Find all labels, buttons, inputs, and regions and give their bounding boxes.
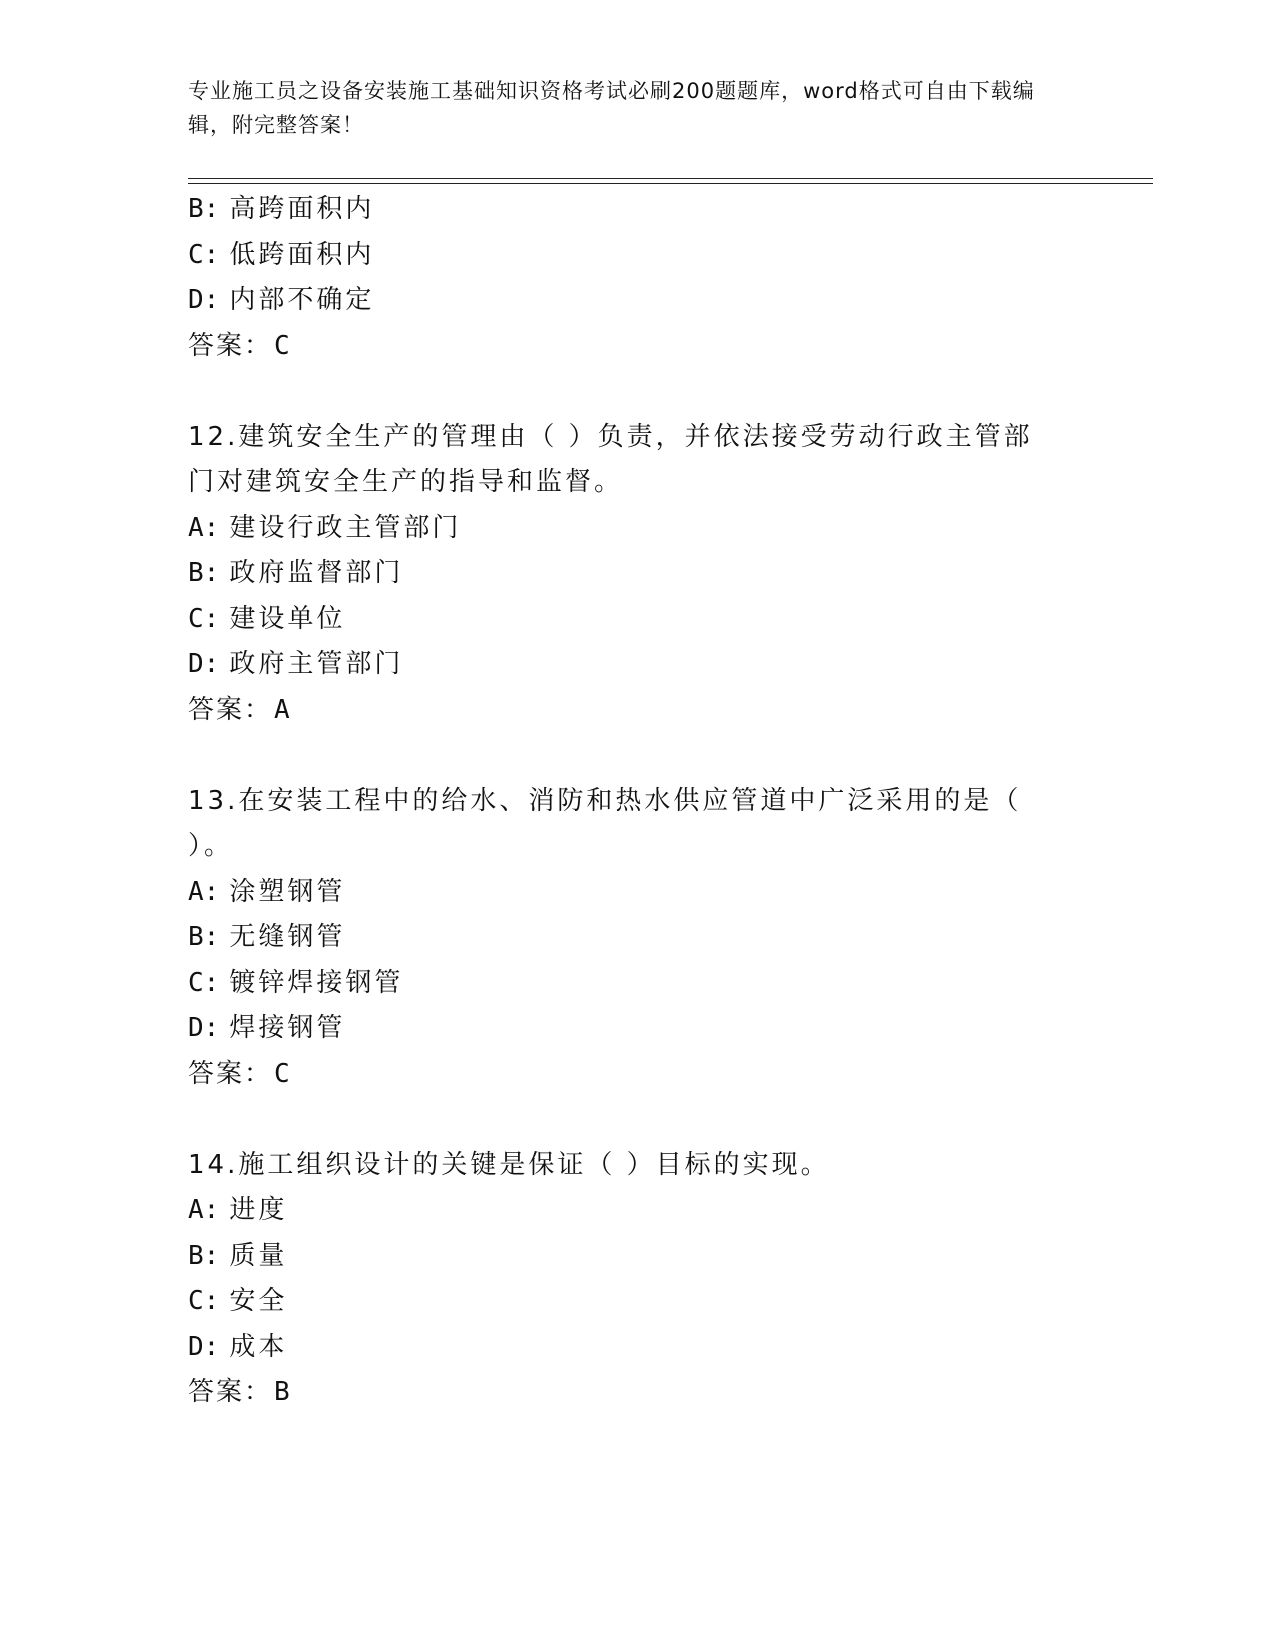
option-key: B:: [188, 1240, 220, 1271]
option-key: C:: [188, 239, 220, 270]
spacer: [188, 733, 1088, 779]
answer-line: [188, 1052, 1088, 1098]
option-text: 质量: [229, 1240, 288, 1271]
option-b: [188, 915, 1088, 961]
question-stem: 14.施工组织设计的关键是保证（ ）目标的实现。: [188, 1149, 830, 1180]
answer-value: C: [274, 1058, 292, 1089]
option-text: 涂塑钢管: [229, 876, 346, 907]
page-header: 专业施工员之设备安装施工基础知识资格考试必刷200题题库，word格式可自由下载编辑，附完整答案！: [188, 79, 1035, 137]
option-text: 内部不确定: [229, 285, 375, 315]
option-a: [188, 870, 1088, 916]
option-key: D:: [188, 1331, 220, 1362]
option-a: [188, 506, 1088, 552]
option-c: [188, 597, 1088, 643]
option-d: [188, 1325, 1088, 1371]
option-b: [188, 551, 1088, 597]
option-text: 政府监督部门: [229, 558, 404, 588]
question-13: [188, 779, 1088, 1098]
option-key: A:: [188, 512, 220, 543]
answer-label: 答案：: [188, 694, 273, 725]
option-text: 焊接钢管: [229, 1013, 346, 1043]
option-text: 建设行政主管部门: [229, 512, 462, 543]
option-text: 进度: [229, 1195, 288, 1225]
answer-value: B: [274, 1377, 292, 1407]
question-14: [188, 1143, 1088, 1416]
option-b: [188, 1234, 1088, 1280]
option-b: [188, 187, 1088, 233]
option-text: 镀锌焊接钢管: [229, 967, 404, 998]
answer-value: A: [274, 694, 292, 725]
option-key: D:: [188, 1013, 220, 1043]
option-text: 高跨面积内: [229, 194, 375, 224]
header-rule-top: [188, 178, 1153, 179]
option-text: 建设单位: [229, 603, 346, 634]
option-key: A:: [188, 876, 220, 907]
spacer: [188, 1097, 1088, 1143]
answer-label: 答案：: [188, 1377, 273, 1407]
option-key: C:: [188, 603, 220, 634]
option-a: [188, 1188, 1088, 1234]
option-key: D:: [188, 649, 220, 679]
answer-line: [188, 324, 1088, 370]
option-text: 低跨面积内: [229, 239, 375, 270]
question-fragment: [188, 187, 1088, 369]
option-text: 安全: [229, 1286, 288, 1316]
answer-line: [188, 1370, 1088, 1416]
option-key: C:: [188, 1286, 220, 1316]
option-text: 成本: [229, 1331, 288, 1362]
option-text: 政府主管部门: [229, 649, 404, 679]
spacer: [188, 369, 1088, 415]
option-d: [188, 278, 1088, 324]
option-c: [188, 1279, 1088, 1325]
answer-value: C: [274, 330, 292, 361]
option-c: [188, 961, 1088, 1007]
option-key: D:: [188, 285, 220, 315]
header-rule-bottom: [188, 183, 1153, 184]
question-list: [188, 187, 1088, 1416]
answer-label: 答案：: [188, 330, 273, 361]
option-text: 无缝钢管: [229, 922, 346, 952]
question-stem: 12.建筑安全生产的管理由（ ）负责，并依法接受劳动行政主管部门对建筑安全生产的指导和监督。: [188, 421, 1033, 497]
option-key: B:: [188, 558, 220, 588]
answer-label: 答案：: [188, 1058, 273, 1089]
option-d: [188, 1006, 1088, 1052]
option-d: [188, 642, 1088, 688]
option-key: B:: [188, 194, 220, 224]
option-key: A:: [188, 1195, 220, 1225]
option-c: [188, 233, 1088, 279]
question-stem: 13.在安装工程中的给水、消防和热水供应管道中广泛采用的是（ ）。: [188, 785, 1022, 861]
answer-line: [188, 688, 1088, 734]
option-key: C:: [188, 967, 220, 998]
option-key: B:: [188, 922, 220, 952]
question-12: [188, 415, 1088, 734]
